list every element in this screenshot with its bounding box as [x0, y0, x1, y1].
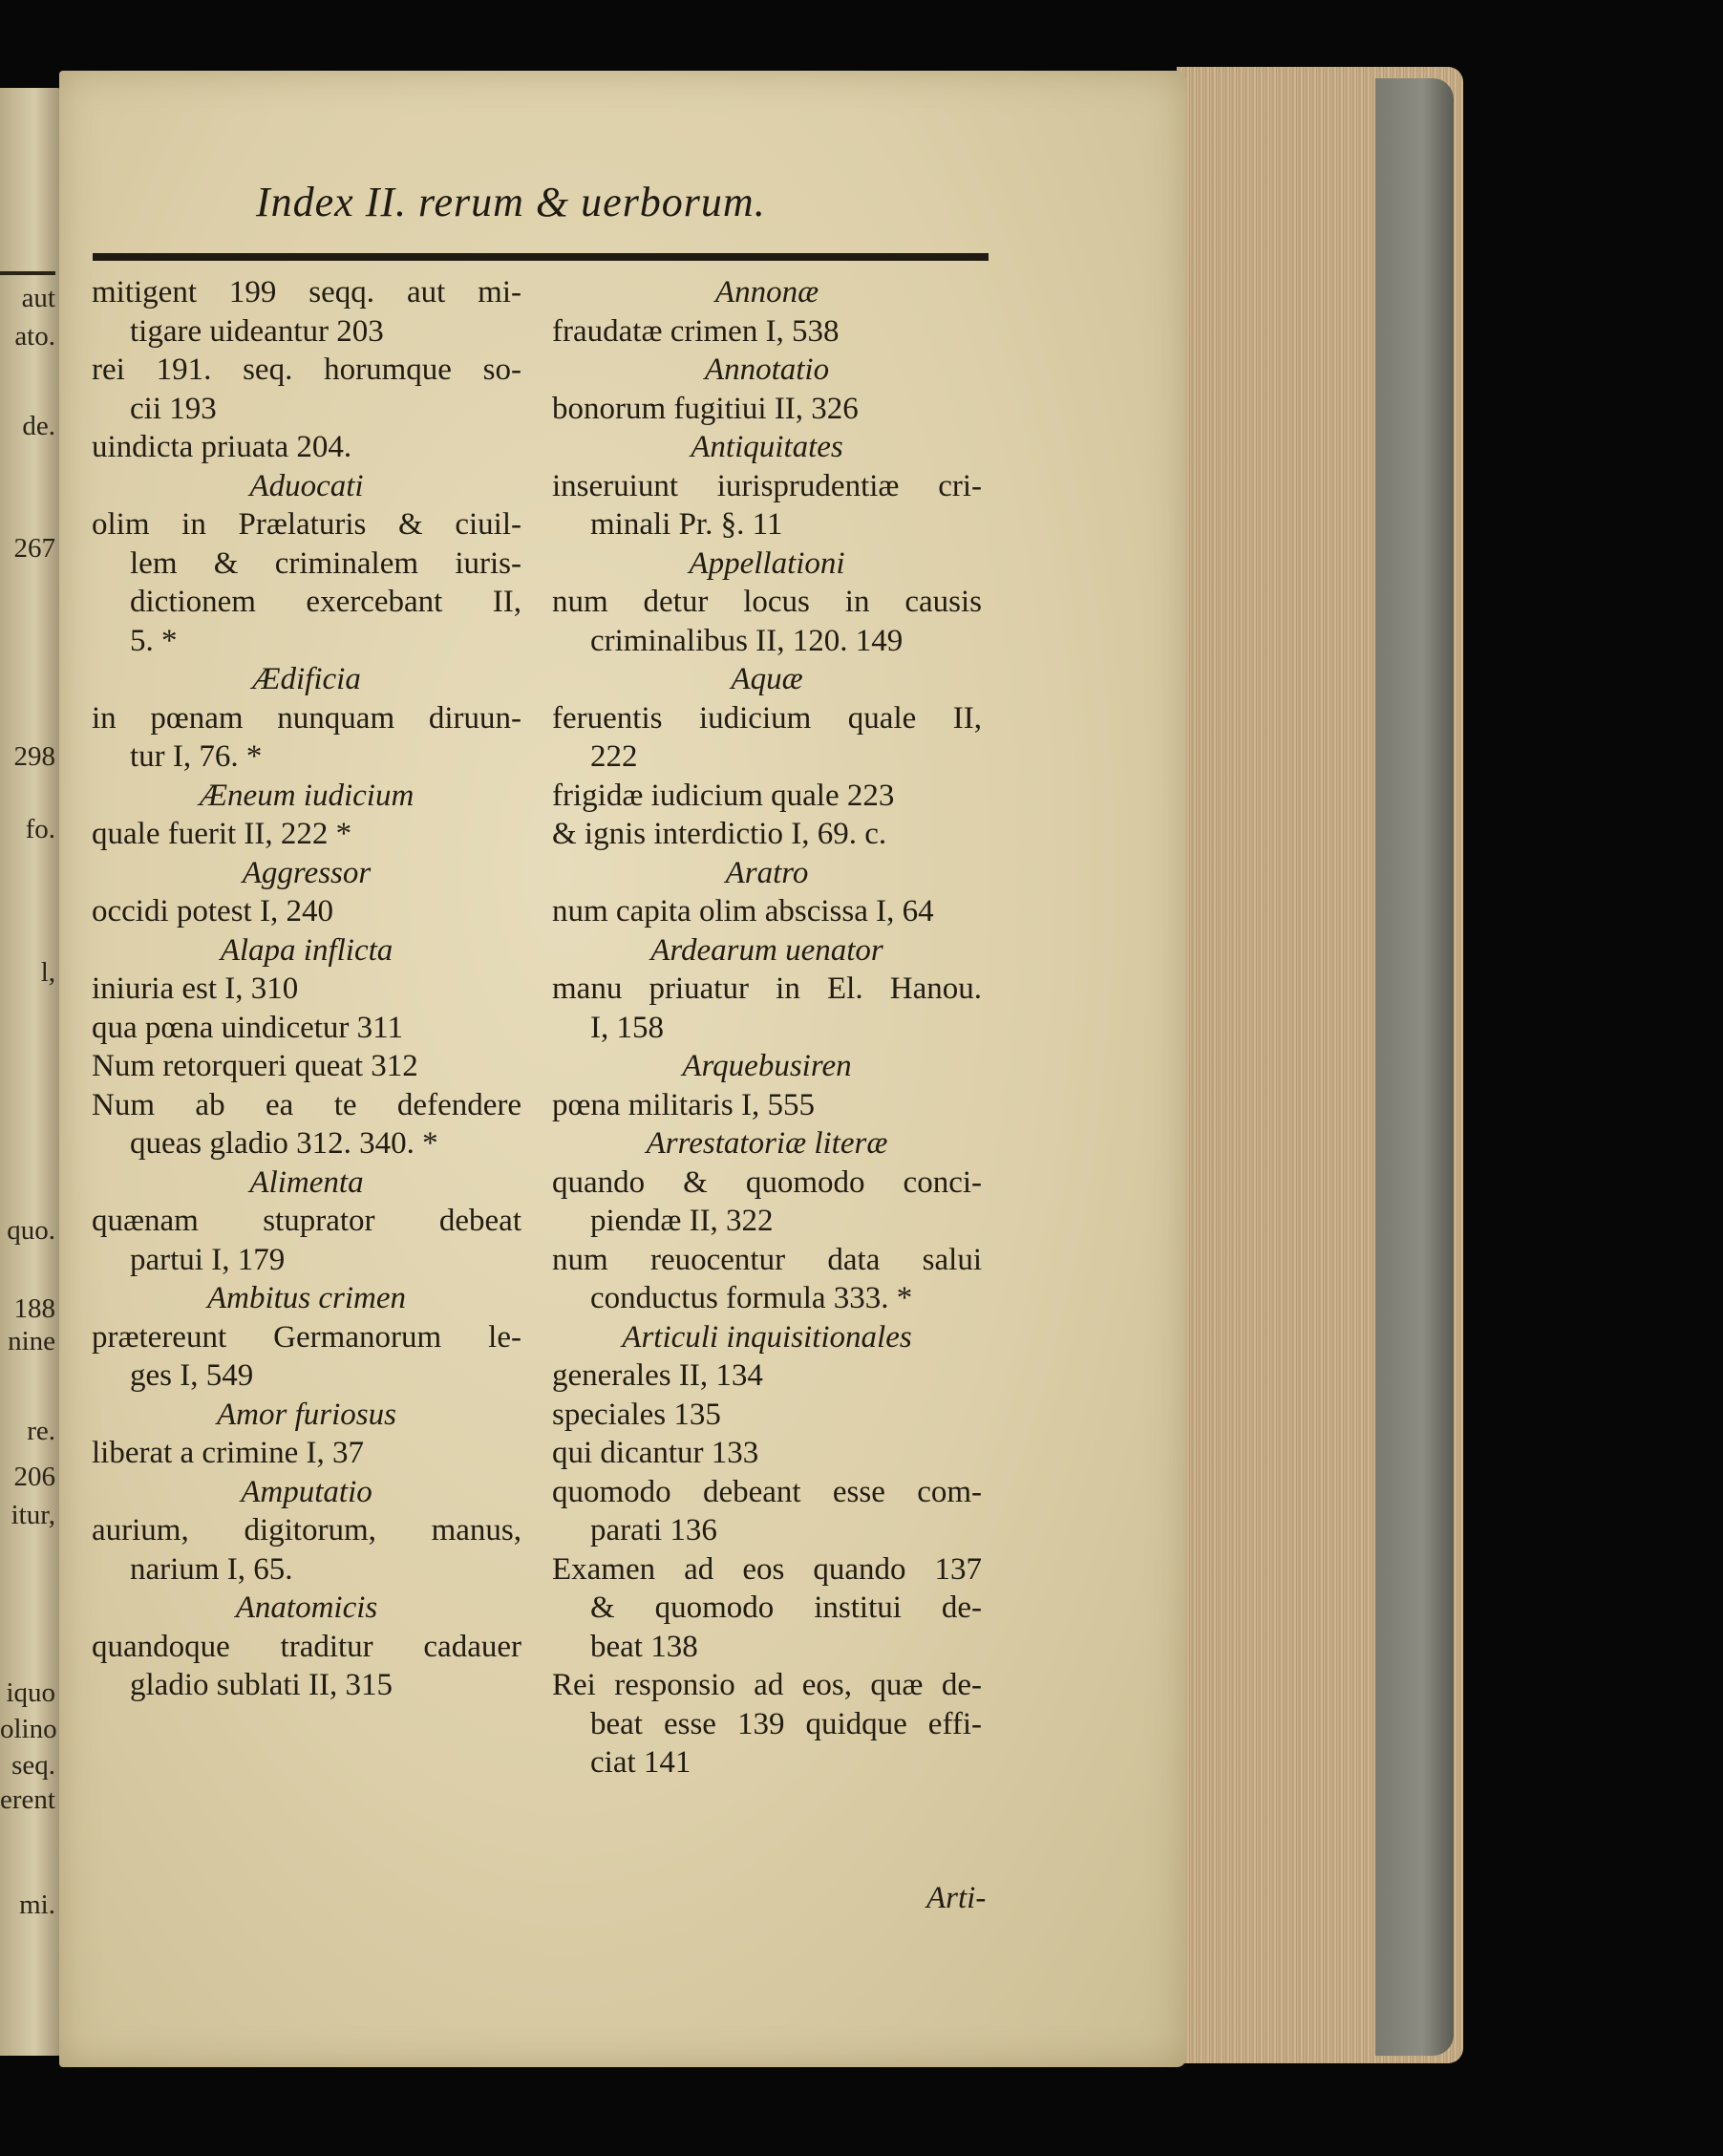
facing-page-fragment: olino [0, 1714, 57, 1744]
index-entry-line: qua pœna uindicetur 311 [92, 1010, 403, 1045]
index-heading: Appellationi [689, 545, 845, 581]
catchword: Arti- [926, 1881, 987, 1915]
index-heading: Annonæ [714, 275, 819, 310]
index-heading: Annotatio [704, 352, 830, 387]
facing-page-fragment: l, [40, 957, 55, 988]
index-entry-line: speciales 135 [552, 1397, 721, 1432]
facing-page-header-rule [0, 271, 55, 275]
index-entry-line: num capita olim abscissa I, 64 [552, 894, 934, 929]
index-entry-line: narium I, 65. [130, 1551, 293, 1587]
index-entry-line: conductus formula 333. * [590, 1281, 913, 1315]
running-header: Index II. rerum & uerborum. [256, 179, 766, 225]
index-entry-line: quomodo debeant esse com- [552, 1474, 982, 1509]
index-entry-line: I, 158 [590, 1010, 664, 1045]
index-entry-line: manu priuatur in El. Hanou. [552, 971, 982, 1006]
index-entry-line: piendæ II, 322 [590, 1204, 774, 1238]
index-entry-line: inseruiunt iurisprudentiæ cri- [552, 468, 982, 503]
index-entry-line: prætereunt Germanorum le- [92, 1319, 521, 1355]
index-entry-line: 5. * [130, 623, 178, 658]
index-heading: Articuli inquisitionales [622, 1319, 912, 1355]
index-entry-line: quænam stuprator debeat [92, 1204, 521, 1238]
index-entry-line: tur I, 76. * [130, 739, 263, 774]
facing-page-fragment: seq. [11, 1750, 55, 1781]
index-heading: Alapa inflicta [220, 932, 394, 968]
index-entry-line: partui I, 179 [130, 1242, 286, 1277]
index-entry-line: Num retorqueri queat 312 [92, 1049, 418, 1083]
index-entry-line: rei 191. seq. horumque so- [92, 352, 521, 387]
index-entry-line: queas gladio 312. 340. * [130, 1126, 438, 1161]
index-heading: Antiquitates [691, 430, 843, 464]
facing-page-fragment: quo. [7, 1215, 55, 1246]
index-entry-line: uindicta priuata 204. [92, 430, 352, 464]
index-entry-line: in pœnam nunquam diruun- [92, 700, 521, 736]
facing-page-fragment: ato. [14, 321, 55, 352]
index-entry-line: & quomodo institui de- [590, 1590, 982, 1625]
index-heading: Æneum iudicium [199, 778, 415, 813]
index-entry-line: lem & criminalem iuris- [130, 545, 521, 581]
index-column-right [552, 273, 982, 1782]
facing-page-fragment: erent [0, 1784, 55, 1815]
book-cover-edge [1375, 78, 1454, 2056]
index-heading: Arquebusiren [682, 1049, 852, 1083]
facing-page-fragment: fo. [25, 814, 55, 844]
index-heading: Ambitus crimen [206, 1281, 407, 1315]
index-entry-line: ciat 141 [590, 1745, 691, 1780]
index-entry-line: dictionem exercebant II, [130, 585, 521, 619]
facing-page-fragment: aut [21, 283, 55, 313]
facing-page-fragment: 298 [13, 741, 55, 772]
facing-page-fragment: iquo [6, 1677, 55, 1708]
index-entry-line: pœna militaris I, 555 [552, 1087, 815, 1122]
index-entry-line: feruentis iudicium quale II, [552, 700, 982, 736]
index-heading: Amputatio [241, 1474, 372, 1509]
index-entry-line: num reuocentur data salui [552, 1242, 982, 1277]
facing-page-fragment: itur, [11, 1500, 55, 1530]
index-entry-line: ges I, 549 [130, 1358, 254, 1393]
index-entry-line: parati 136 [590, 1513, 717, 1548]
header-rule [93, 253, 989, 261]
index-entry-line: mitigent 199 seqq. aut mi- [92, 275, 521, 310]
facing-page-fragment: 188 [13, 1293, 55, 1324]
index-heading: Alimenta [249, 1164, 364, 1200]
index-entry-line: generales II, 134 [552, 1358, 763, 1393]
index-entry-line: & ignis interdictio I, 69. c. [552, 817, 887, 851]
index-column-left [92, 273, 521, 1705]
index-entry-line: quando & quomodo conci- [552, 1164, 982, 1200]
index-heading: Aggressor [242, 855, 372, 890]
index-heading: Ædificia [252, 662, 361, 696]
index-heading: Aduocati [249, 468, 364, 503]
index-entry-line: olim in Prælaturis & ciuil- [92, 507, 521, 542]
index-entry-line: minali Pr. §. 11 [590, 507, 783, 542]
index-entry-line: num detur locus in causis [552, 585, 982, 619]
index-entry-line: gladio sublati II, 315 [130, 1668, 393, 1702]
facing-page-fragment: de. [22, 411, 55, 441]
index-heading: Amor furiosus [217, 1397, 396, 1432]
index-entry-line: Examen ad eos quando 137 [552, 1551, 982, 1587]
facing-page-fragment: mi. [19, 1889, 55, 1920]
index-entry-line: cii 193 [130, 391, 217, 426]
index-entry-line: tigare uideantur 203 [130, 313, 384, 349]
index-heading: Aratro [725, 855, 809, 890]
facing-page-fragment: nine [8, 1326, 55, 1356]
facing-page-fragment: 267 [13, 533, 55, 564]
index-entry-line: beat 138 [590, 1629, 698, 1664]
index-entry-line: bonorum fugitiui II, 326 [552, 391, 859, 426]
index-entry-line: liberat a crimine I, 37 [92, 1436, 364, 1470]
index-entry-line: qui dicantur 133 [552, 1436, 759, 1470]
index-entry-line: aurium, digitorum, manus, [92, 1513, 521, 1548]
index-entry-line: 222 [590, 739, 638, 774]
index-heading: Aquæ [731, 662, 803, 696]
index-entry-line: occidi potest I, 240 [92, 894, 333, 929]
index-heading: Ardearum uenator [650, 932, 883, 968]
index-entry-line: iniuria est I, 310 [92, 971, 299, 1006]
index-entry-line: fraudatæ crimen I, 538 [552, 313, 840, 349]
index-entry-line: quale fuerit II, 222 * [92, 817, 352, 851]
index-heading: Arrestatoriæ literæ [646, 1126, 888, 1161]
index-entry-line: Num ab ea te defendere [92, 1087, 521, 1122]
facing-page-edge [0, 88, 63, 2056]
index-entry-line: beat esse 139 quidque effi- [590, 1706, 982, 1741]
facing-page-fragment: 206 [13, 1462, 55, 1492]
facing-page-fragment: re. [27, 1416, 55, 1446]
index-entry-line: frigidæ iudicium quale 223 [552, 778, 895, 813]
index-entry-line: criminalibus II, 120. 149 [590, 623, 904, 658]
index-entry-line: quandoque traditur cadauer [92, 1629, 521, 1664]
index-entry-line: Rei responsio ad eos, quæ de- [552, 1668, 982, 1702]
index-heading: Anatomicis [235, 1590, 378, 1625]
